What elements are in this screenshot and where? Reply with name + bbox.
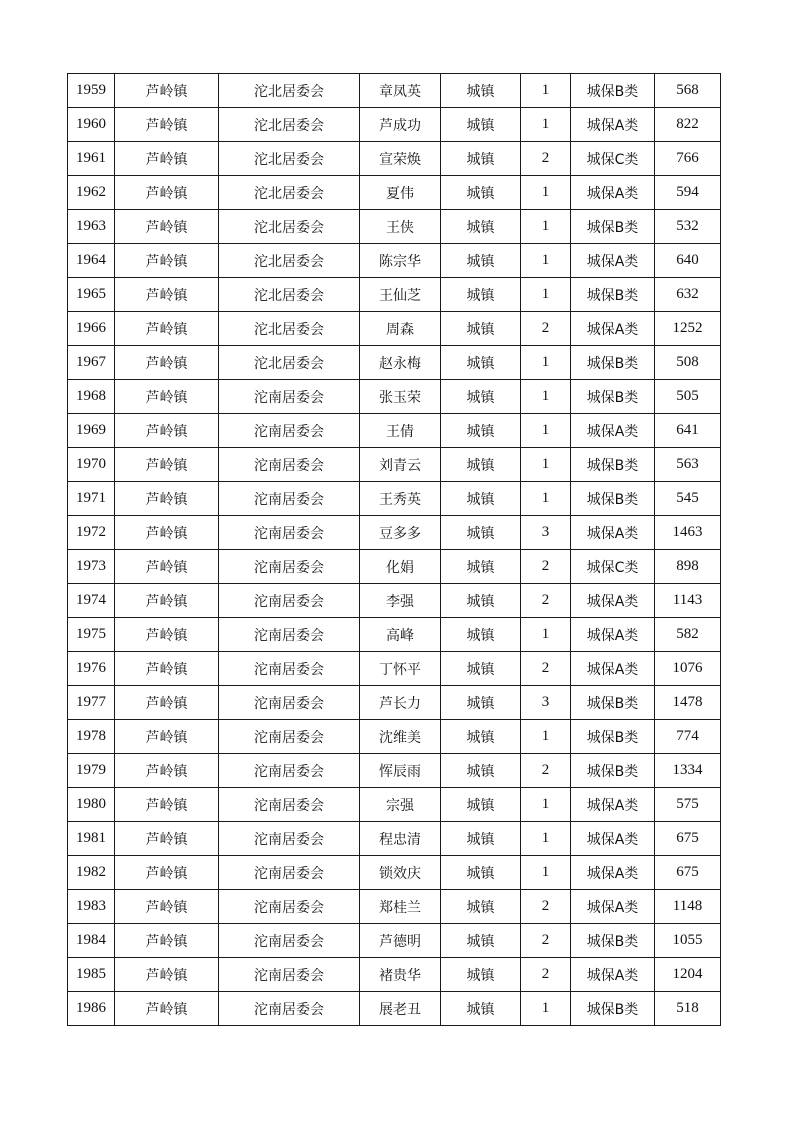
cell-town: 芦岭镇: [115, 414, 219, 448]
cell-name: 芦德明: [360, 924, 441, 958]
cell-insurance-category: 城保A类: [571, 108, 655, 142]
cell-amount: 518: [655, 992, 721, 1026]
cell-insurance-category: 城保B类: [571, 720, 655, 754]
cell-household-type: 城镇: [441, 890, 521, 924]
cell-insurance-category: 城保B类: [571, 992, 655, 1026]
cell-member-count: 1: [521, 822, 571, 856]
cell-amount: 568: [655, 74, 721, 108]
cell-household-type: 城镇: [441, 924, 521, 958]
cell-name: 恽辰雨: [360, 754, 441, 788]
cell-household-type: 城镇: [441, 992, 521, 1026]
cell-household-type: 城镇: [441, 244, 521, 278]
cell-household-type: 城镇: [441, 448, 521, 482]
cell-town: 芦岭镇: [115, 618, 219, 652]
cell-town: 芦岭镇: [115, 142, 219, 176]
cell-serial-number: 1971: [68, 482, 115, 516]
cell-committee: 沱北居委会: [219, 210, 360, 244]
cell-insurance-category: 城保B类: [571, 74, 655, 108]
table-row: [68, 822, 721, 856]
cell-insurance-category: 城保A类: [571, 584, 655, 618]
cell-name: 芦长力: [360, 686, 441, 720]
cell-household-type: 城镇: [441, 958, 521, 992]
cell-member-count: 1: [521, 108, 571, 142]
cell-name: 王侠: [360, 210, 441, 244]
cell-town: 芦岭镇: [115, 822, 219, 856]
table-row: [68, 244, 721, 278]
cell-amount: 563: [655, 448, 721, 482]
cell-member-count: 1: [521, 482, 571, 516]
cell-household-type: 城镇: [441, 686, 521, 720]
cell-name: 程忠清: [360, 822, 441, 856]
cell-member-count: 1: [521, 176, 571, 210]
cell-household-type: 城镇: [441, 856, 521, 890]
cell-insurance-category: 城保B类: [571, 686, 655, 720]
cell-amount: 582: [655, 618, 721, 652]
cell-household-type: 城镇: [441, 822, 521, 856]
cell-insurance-category: 城保A类: [571, 244, 655, 278]
cell-town: 芦岭镇: [115, 312, 219, 346]
cell-committee: 沱南居委会: [219, 856, 360, 890]
cell-committee: 沱南居委会: [219, 958, 360, 992]
cell-serial-number: 1975: [68, 618, 115, 652]
table-row: [68, 346, 721, 380]
cell-town: 芦岭镇: [115, 754, 219, 788]
cell-amount: 1204: [655, 958, 721, 992]
cell-town: 芦岭镇: [115, 992, 219, 1026]
cell-amount: 774: [655, 720, 721, 754]
cell-insurance-category: 城保A类: [571, 414, 655, 448]
cell-household-type: 城镇: [441, 618, 521, 652]
cell-household-type: 城镇: [441, 312, 521, 346]
cell-amount: 1076: [655, 652, 721, 686]
cell-household-type: 城镇: [441, 482, 521, 516]
cell-serial-number: 1984: [68, 924, 115, 958]
cell-member-count: 2: [521, 652, 571, 686]
cell-amount: 1463: [655, 516, 721, 550]
cell-committee: 沱南居委会: [219, 822, 360, 856]
cell-insurance-category: 城保B类: [571, 448, 655, 482]
cell-town: 芦岭镇: [115, 74, 219, 108]
cell-household-type: 城镇: [441, 516, 521, 550]
table-row: [68, 312, 721, 346]
cell-insurance-category: 城保B类: [571, 754, 655, 788]
cell-serial-number: 1965: [68, 278, 115, 312]
cell-insurance-category: 城保A类: [571, 856, 655, 890]
cell-serial-number: 1966: [68, 312, 115, 346]
cell-member-count: 1: [521, 210, 571, 244]
cell-name: 李强: [360, 584, 441, 618]
cell-household-type: 城镇: [441, 210, 521, 244]
table-row: [68, 584, 721, 618]
cell-amount: 632: [655, 278, 721, 312]
cell-committee: 沱北居委会: [219, 244, 360, 278]
cell-town: 芦岭镇: [115, 890, 219, 924]
cell-amount: 1334: [655, 754, 721, 788]
cell-committee: 沱南居委会: [219, 584, 360, 618]
cell-household-type: 城镇: [441, 346, 521, 380]
cell-amount: 532: [655, 210, 721, 244]
cell-member-count: 1: [521, 346, 571, 380]
table-row: [68, 380, 721, 414]
table-row: [68, 924, 721, 958]
cell-town: 芦岭镇: [115, 550, 219, 584]
table-row: [68, 482, 721, 516]
cell-member-count: 2: [521, 924, 571, 958]
cell-insurance-category: 城保A类: [571, 788, 655, 822]
cell-town: 芦岭镇: [115, 686, 219, 720]
cell-town: 芦岭镇: [115, 958, 219, 992]
cell-serial-number: 1972: [68, 516, 115, 550]
table-row: [68, 720, 721, 754]
cell-committee: 沱北居委会: [219, 346, 360, 380]
cell-household-type: 城镇: [441, 414, 521, 448]
cell-committee: 沱南居委会: [219, 720, 360, 754]
cell-member-count: 1: [521, 414, 571, 448]
cell-household-type: 城镇: [441, 108, 521, 142]
cell-serial-number: 1962: [68, 176, 115, 210]
cell-insurance-category: 城保A类: [571, 312, 655, 346]
cell-amount: 1252: [655, 312, 721, 346]
cell-committee: 沱南居委会: [219, 414, 360, 448]
cell-serial-number: 1960: [68, 108, 115, 142]
cell-amount: 594: [655, 176, 721, 210]
table-row: [68, 890, 721, 924]
cell-amount: 675: [655, 856, 721, 890]
cell-member-count: 1: [521, 618, 571, 652]
table-row: [68, 414, 721, 448]
table-row: [68, 210, 721, 244]
cell-household-type: 城镇: [441, 380, 521, 414]
cell-amount: 641: [655, 414, 721, 448]
cell-name: 王仙芝: [360, 278, 441, 312]
cell-amount: 1478: [655, 686, 721, 720]
cell-name: 褚贵华: [360, 958, 441, 992]
cell-insurance-category: 城保A类: [571, 618, 655, 652]
table-row: [68, 788, 721, 822]
cell-serial-number: 1978: [68, 720, 115, 754]
cell-town: 芦岭镇: [115, 380, 219, 414]
cell-member-count: 1: [521, 278, 571, 312]
table-row: [68, 754, 721, 788]
cell-serial-number: 1973: [68, 550, 115, 584]
cell-name: 锁效庆: [360, 856, 441, 890]
cell-name: 宗强: [360, 788, 441, 822]
cell-town: 芦岭镇: [115, 652, 219, 686]
cell-town: 芦岭镇: [115, 516, 219, 550]
cell-committee: 沱北居委会: [219, 142, 360, 176]
table-row: [68, 278, 721, 312]
cell-household-type: 城镇: [441, 584, 521, 618]
cell-amount: 508: [655, 346, 721, 380]
table-row: [68, 108, 721, 142]
cell-town: 芦岭镇: [115, 278, 219, 312]
cell-serial-number: 1979: [68, 754, 115, 788]
cell-name: 章凤英: [360, 74, 441, 108]
cell-committee: 沱南居委会: [219, 516, 360, 550]
cell-name: 丁怀平: [360, 652, 441, 686]
cell-serial-number: 1983: [68, 890, 115, 924]
cell-amount: 575: [655, 788, 721, 822]
cell-committee: 沱南居委会: [219, 380, 360, 414]
cell-member-count: 3: [521, 686, 571, 720]
cell-serial-number: 1982: [68, 856, 115, 890]
cell-amount: 1143: [655, 584, 721, 618]
cell-name: 刘青云: [360, 448, 441, 482]
table-row: [68, 550, 721, 584]
cell-member-count: 1: [521, 856, 571, 890]
cell-name: 赵永梅: [360, 346, 441, 380]
cell-insurance-category: 城保A类: [571, 958, 655, 992]
cell-committee: 沱北居委会: [219, 312, 360, 346]
cell-member-count: 2: [521, 584, 571, 618]
cell-serial-number: 1963: [68, 210, 115, 244]
cell-serial-number: 1970: [68, 448, 115, 482]
cell-amount: 675: [655, 822, 721, 856]
cell-member-count: 2: [521, 550, 571, 584]
cell-member-count: 1: [521, 448, 571, 482]
cell-committee: 沱南居委会: [219, 754, 360, 788]
cell-member-count: 2: [521, 958, 571, 992]
cell-household-type: 城镇: [441, 278, 521, 312]
table-row: [68, 516, 721, 550]
cell-name: 夏伟: [360, 176, 441, 210]
cell-member-count: 2: [521, 312, 571, 346]
cell-name: 芦成功: [360, 108, 441, 142]
cell-amount: 640: [655, 244, 721, 278]
cell-insurance-category: 城保C类: [571, 550, 655, 584]
cell-serial-number: 1959: [68, 74, 115, 108]
cell-member-count: 2: [521, 890, 571, 924]
table-row: [68, 618, 721, 652]
cell-member-count: 1: [521, 720, 571, 754]
cell-name: 郑桂兰: [360, 890, 441, 924]
cell-committee: 沱南居委会: [219, 924, 360, 958]
cell-member-count: 1: [521, 380, 571, 414]
cell-member-count: 2: [521, 754, 571, 788]
cell-committee: 沱北居委会: [219, 74, 360, 108]
cell-name: 王秀英: [360, 482, 441, 516]
cell-insurance-category: 城保B类: [571, 210, 655, 244]
table-row: [68, 958, 721, 992]
cell-household-type: 城镇: [441, 142, 521, 176]
cell-insurance-category: 城保A类: [571, 176, 655, 210]
cell-serial-number: 1969: [68, 414, 115, 448]
cell-serial-number: 1974: [68, 584, 115, 618]
cell-insurance-category: 城保B类: [571, 346, 655, 380]
cell-serial-number: 1977: [68, 686, 115, 720]
cell-town: 芦岭镇: [115, 108, 219, 142]
cell-name: 陈宗华: [360, 244, 441, 278]
table-row: [68, 992, 721, 1026]
cell-name: 张玉荣: [360, 380, 441, 414]
cell-town: 芦岭镇: [115, 176, 219, 210]
cell-serial-number: 1968: [68, 380, 115, 414]
cell-name: 展老丑: [360, 992, 441, 1026]
cell-committee: 沱南居委会: [219, 890, 360, 924]
cell-household-type: 城镇: [441, 74, 521, 108]
cell-household-type: 城镇: [441, 652, 521, 686]
cell-member-count: 1: [521, 788, 571, 822]
table-row: [68, 142, 721, 176]
cell-committee: 沱北居委会: [219, 278, 360, 312]
cell-town: 芦岭镇: [115, 448, 219, 482]
cell-town: 芦岭镇: [115, 788, 219, 822]
cell-name: 王倩: [360, 414, 441, 448]
cell-household-type: 城镇: [441, 788, 521, 822]
cell-town: 芦岭镇: [115, 924, 219, 958]
cell-household-type: 城镇: [441, 176, 521, 210]
cell-insurance-category: 城保B类: [571, 278, 655, 312]
cell-serial-number: 1985: [68, 958, 115, 992]
cell-serial-number: 1981: [68, 822, 115, 856]
cell-member-count: 2: [521, 142, 571, 176]
cell-amount: 1055: [655, 924, 721, 958]
beneficiary-table: [67, 73, 721, 1026]
cell-serial-number: 1986: [68, 992, 115, 1026]
cell-committee: 沱南居委会: [219, 482, 360, 516]
cell-insurance-category: 城保C类: [571, 142, 655, 176]
cell-name: 周森: [360, 312, 441, 346]
table-row: [68, 652, 721, 686]
cell-committee: 沱北居委会: [219, 176, 360, 210]
cell-committee: 沱南居委会: [219, 992, 360, 1026]
cell-amount: 898: [655, 550, 721, 584]
cell-name: 沈维美: [360, 720, 441, 754]
cell-insurance-category: 城保B类: [571, 924, 655, 958]
cell-amount: 545: [655, 482, 721, 516]
cell-town: 芦岭镇: [115, 482, 219, 516]
cell-name: 豆多多: [360, 516, 441, 550]
cell-committee: 沱北居委会: [219, 108, 360, 142]
table-row: [68, 686, 721, 720]
cell-insurance-category: 城保A类: [571, 822, 655, 856]
table-row: [68, 74, 721, 108]
cell-committee: 沱南居委会: [219, 618, 360, 652]
document-page: [67, 73, 721, 1026]
cell-insurance-category: 城保A类: [571, 890, 655, 924]
cell-serial-number: 1976: [68, 652, 115, 686]
cell-town: 芦岭镇: [115, 856, 219, 890]
cell-name: 化娟: [360, 550, 441, 584]
cell-insurance-category: 城保A类: [571, 652, 655, 686]
cell-committee: 沱南居委会: [219, 686, 360, 720]
table-row: [68, 448, 721, 482]
cell-name: 高峰: [360, 618, 441, 652]
cell-town: 芦岭镇: [115, 244, 219, 278]
cell-committee: 沱南居委会: [219, 550, 360, 584]
cell-insurance-category: 城保B类: [571, 482, 655, 516]
cell-serial-number: 1961: [68, 142, 115, 176]
cell-household-type: 城镇: [441, 550, 521, 584]
cell-insurance-category: 城保B类: [571, 380, 655, 414]
cell-name: 宣荣焕: [360, 142, 441, 176]
table-row: [68, 176, 721, 210]
cell-town: 芦岭镇: [115, 720, 219, 754]
cell-committee: 沱南居委会: [219, 788, 360, 822]
cell-town: 芦岭镇: [115, 584, 219, 618]
table-body: [68, 74, 721, 1026]
cell-household-type: 城镇: [441, 754, 521, 788]
cell-committee: 沱南居委会: [219, 448, 360, 482]
cell-committee: 沱南居委会: [219, 652, 360, 686]
table-row: [68, 856, 721, 890]
cell-amount: 1148: [655, 890, 721, 924]
cell-household-type: 城镇: [441, 720, 521, 754]
cell-member-count: 1: [521, 74, 571, 108]
cell-amount: 505: [655, 380, 721, 414]
cell-serial-number: 1980: [68, 788, 115, 822]
cell-member-count: 1: [521, 992, 571, 1026]
cell-town: 芦岭镇: [115, 346, 219, 380]
cell-amount: 766: [655, 142, 721, 176]
cell-serial-number: 1964: [68, 244, 115, 278]
cell-serial-number: 1967: [68, 346, 115, 380]
cell-member-count: 3: [521, 516, 571, 550]
cell-amount: 822: [655, 108, 721, 142]
cell-insurance-category: 城保A类: [571, 516, 655, 550]
cell-member-count: 1: [521, 244, 571, 278]
cell-town: 芦岭镇: [115, 210, 219, 244]
